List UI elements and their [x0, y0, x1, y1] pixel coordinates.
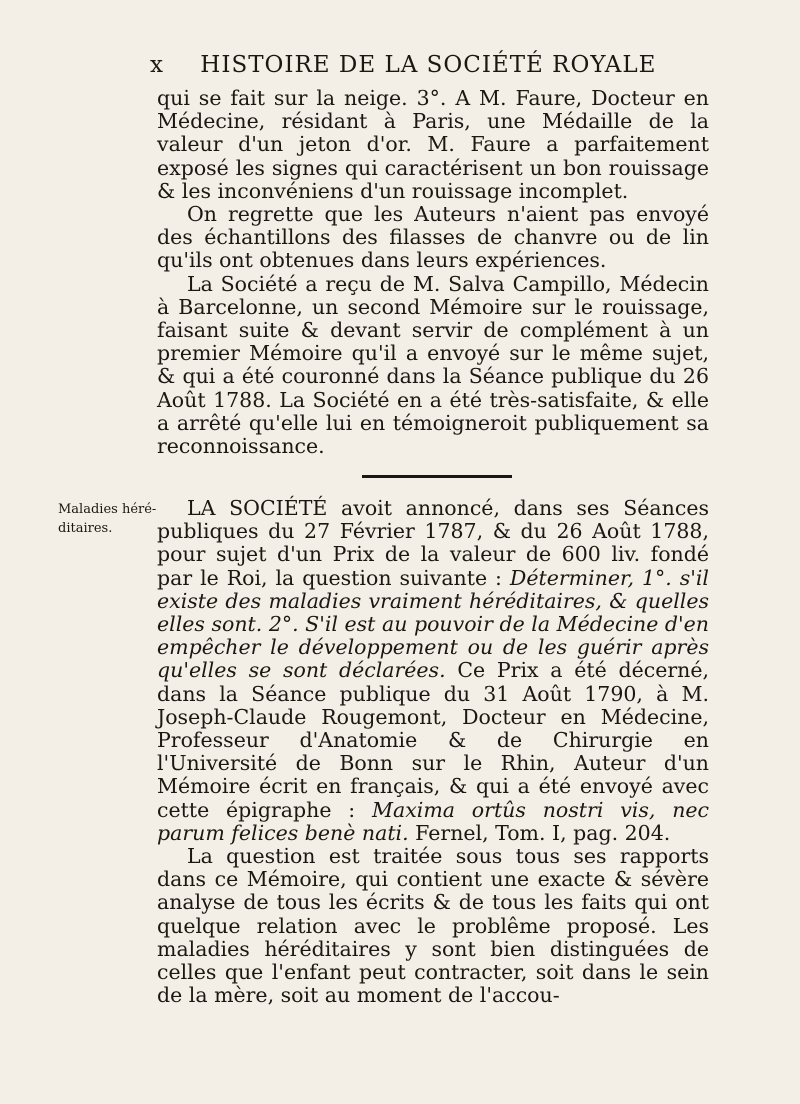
margin-note: Maladies héré-ditaires. — [58, 502, 157, 536]
paragraph: qui se fait sur la neige. 3°. A M. Faure, Docteur en Médecine, résidant à Paris, une Médaille de la valeur d'un jeton d'or. M. Faure a parfaitement exposé les signes qui caractérisent un bon rouissage & les inconvéniens d'un rouissage incomplet. — [157, 86, 709, 203]
paragraph — [157, 497, 709, 845]
text-block-maladies — [157, 497, 709, 1007]
text-block-rouissage — [157, 87, 709, 458]
running-header — [150, 52, 720, 78]
running-title: HISTOIRE DE LA SOCIÉTÉ ROYALE — [200, 52, 657, 78]
page-number: x — [150, 52, 164, 78]
text-run: avoit annoncé, dans ses Séances publiques du 27 Février 1787, & du 26 Août 1788, pour sujet d'un Prix de la valeur de 600 liv. fondé par le Roi, la question suivante : — [157, 496, 709, 590]
paragraph: On regrette que les Auteurs n'aient pas envoyé des échantillons des filasses de chanvre ou de lin qu'ils ont obtenues dans leurs expériences. — [157, 202, 709, 273]
section-divider — [362, 475, 512, 478]
epigraph: Maxima ortûs nostri vis, nec parum felices benè nati. — [157, 797, 710, 845]
text-run: Fernel, Tom. I, pag. 204. — [408, 820, 671, 845]
paragraph: La Société a reçu de M. Salva Campillo, Médecin à Barcelonne, un second Mémoire sur le rouissage, faisant suite & devant servir de complément à un premier Mémoire qu'il a envoyé sur le même sujet, & qui a été couronné dans la Séance publique du 26 Août 1788. La Société en a été très-satisfaite, & elle a arrêté qu'elle lui en témoigneroit publiquement sa reconnoissance. — [157, 271, 709, 459]
lead-in: LA SOCIÉTÉ — [187, 496, 328, 520]
text-run: Ce Prix a été décerné, dans la Séance publique du 31 Août 1790, à M. Joseph-Claude Rougemont, Docteur en Médecine, Professeur d'Anatomie & de Chirurgie en l'Université de Bonn sur le Rhin, Auteur d'un Mémoire écrit en français, & qui a été envoyé avec cette épigraphe : — [157, 658, 709, 822]
paragraph: La question est traitée sous tous ses rapports dans ce Mémoire, qui contient une exacte & sévère analyse de tous les écrits & de tous les faits qui ont quelque relation avec le problême proposé. Les maladies héréditaires y sont bien distinguées de celles que l'enfant peut contracter, soit dans le sein de la mère, soit au moment de l'accou- — [157, 844, 709, 1008]
prize-question: Déterminer, 1°. s'il existe des maladies vraiment héréditaires, & quelles elles sont. 2°. S'il est au pouvoir de la Médecine d'en empêcher le développement ou de les guérir après qu'elles se sont déclarées. — [157, 565, 709, 683]
